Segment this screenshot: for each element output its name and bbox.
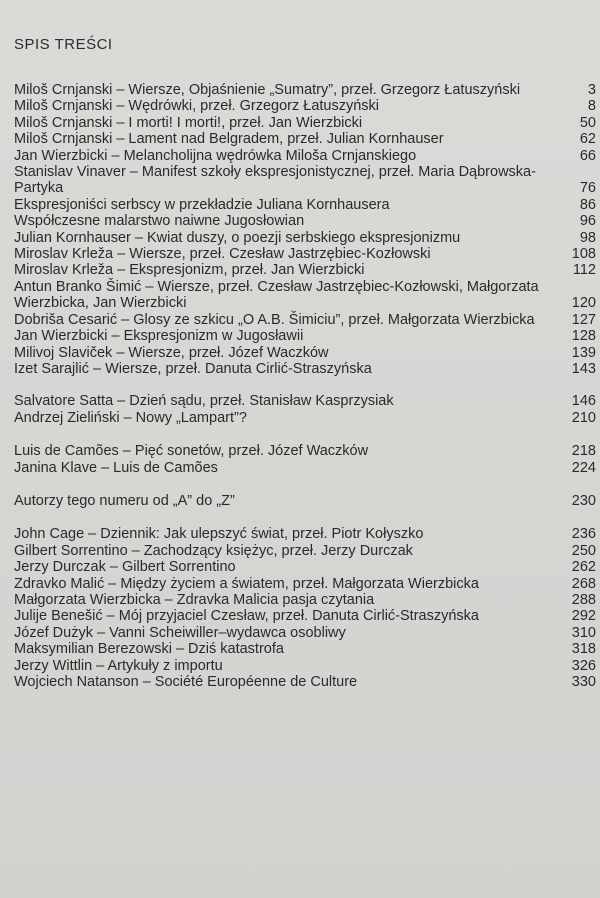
entry-page-number: 127 xyxy=(571,311,596,328)
toc-group-1 xyxy=(14,82,598,377)
entry-page-number: 262 xyxy=(571,559,596,576)
entry-title: Małgorzata Wierzbicka – Zdravka Malicia pasja czytania xyxy=(14,591,375,608)
entry-title: Julian Kornhauser – Kwiat duszy, o poezji serbskiego ekspresjonizmu xyxy=(14,229,461,246)
toc-entry xyxy=(14,82,598,98)
entry-page-number: 108 xyxy=(571,246,596,263)
toc-heading: SPIS TREŚCI xyxy=(14,36,113,53)
toc-entry xyxy=(14,559,598,575)
entry-page-number: 288 xyxy=(571,591,596,608)
toc-entry xyxy=(14,148,598,164)
toc-group-5 xyxy=(14,526,598,690)
entry-page-number: 146 xyxy=(571,393,596,410)
toc-entry xyxy=(14,576,598,592)
toc-entry xyxy=(14,608,598,624)
toc-entry xyxy=(14,641,598,657)
toc-entry xyxy=(14,493,598,509)
entry-title: Miroslav Krleža – Ekspresjonizm, przeł. Jan Wierzbicki xyxy=(14,262,365,279)
entry-page-number: 50 xyxy=(579,114,596,131)
entry-title: Józef Dużyk – Vanni Scheiwiller–wydawca osobliwy xyxy=(14,624,346,641)
entry-title: Ekspresjoniści serbscy w przekładzie Juliana Kornhausera xyxy=(14,196,390,213)
entry-page-number: 96 xyxy=(579,213,596,230)
entry-page-number: 98 xyxy=(579,229,596,246)
toc-entry xyxy=(14,361,598,377)
toc-entry xyxy=(14,164,598,197)
entry-page-number: 62 xyxy=(579,131,596,148)
entry-title: Miloš Crnjanski – Wędrówki, przeł. Grzegorz Łatuszyński xyxy=(14,98,380,115)
toc-group-3 xyxy=(14,443,598,476)
entry-title: Miroslav Krleža – Wiersze, przeł. Czesław Jastrzębiec-Kozłowski xyxy=(14,246,431,263)
toc-entry xyxy=(14,526,598,542)
entry-title: Izet Sarajlić – Wiersze, przeł. Danuta Cirlić-Straszyńska xyxy=(14,360,372,377)
entry-page-number: 250 xyxy=(571,542,596,559)
entry-page-number: 230 xyxy=(571,492,596,509)
entry-title: Julije Benešić – Mój przyjaciel Czesław, przeł. Danuta Cirlić-Straszyńska xyxy=(14,608,479,625)
entry-page-number: 76 xyxy=(579,180,596,197)
toc-group-2 xyxy=(14,393,598,426)
entry-page-number: 128 xyxy=(571,328,596,345)
toc-entry xyxy=(14,592,598,608)
toc-entry xyxy=(14,674,598,690)
entry-page-number: 112 xyxy=(572,262,596,279)
entry-page-number: 86 xyxy=(579,196,596,213)
toc-entry xyxy=(14,98,598,114)
entry-title: Antun Branko Šimić – Wiersze, przeł. Czesław Jastrzębiec-Kozłowski, Małgorzata Wierzbicka, Jan Wierzbicki xyxy=(14,278,539,312)
toc-entry xyxy=(14,115,598,131)
toc-entry xyxy=(14,443,598,459)
entry-title: John Cage – Dziennik: Jak ulepszyć świat, przeł. Piotr Kołyszko xyxy=(14,526,424,543)
entry-page-number: 330 xyxy=(571,674,596,690)
entry-title: Maksymilian Berezowski – Dziś katastrofa xyxy=(14,641,284,658)
entry-page-number: 66 xyxy=(579,147,596,164)
toc-entry xyxy=(14,460,598,476)
toc-entry xyxy=(14,131,598,147)
entry-page-number: 224 xyxy=(571,459,596,476)
entry-title: Luis de Camões – Pięć sonetów, przeł. Józef Waczków xyxy=(14,443,369,460)
entry-title: Zdravko Malić – Między życiem a światem, przeł. Małgorzata Wierzbicka xyxy=(14,575,479,592)
toc-group-4 xyxy=(14,493,598,509)
toc-entry xyxy=(14,246,598,262)
entry-page-number: 318 xyxy=(571,641,596,658)
toc-entry xyxy=(14,230,598,246)
toc-entry xyxy=(14,543,598,559)
entry-title: Miloš Crnjanski – Lament nad Belgradem, przeł. Julian Kornhauser xyxy=(14,131,444,148)
entry-page-number: 268 xyxy=(571,575,596,592)
entry-title: Autorzy tego numeru od „A” do „Z” xyxy=(14,492,235,509)
entry-title: Gilbert Sorrentino – Zachodzący księżyc, przeł. Jerzy Durczak xyxy=(14,542,413,559)
toc-entry xyxy=(14,658,598,674)
entry-page-number: 210 xyxy=(571,409,596,426)
entry-title: Milivoj Slaviček – Wiersze, przeł. Józef Waczków xyxy=(14,344,329,361)
entry-title: Jerzy Wittlin – Artykuły z importu xyxy=(14,657,223,674)
entry-title: Andrzej Zieliński – Nowy „Lampart”? xyxy=(14,409,247,426)
toc-entry xyxy=(14,312,598,328)
entry-page-number: 310 xyxy=(571,624,596,641)
toc-entry xyxy=(14,393,598,409)
entry-title: Jan Wierzbicki – Ekspresjonizm w Jugosławii xyxy=(14,328,304,345)
table-of-contents xyxy=(14,82,598,707)
entry-page-number: 292 xyxy=(571,608,596,625)
entry-title: Dobriša Cesarić – Glosy ze szkicu „O A.B. Šimiciu”, przeł. Małgorzata Wierzbicka xyxy=(14,311,535,328)
entry-title: Janina Klave – Luis de Camões xyxy=(14,459,218,476)
entry-title: Jan Wierzbicki – Melancholijna wędrówka Miloša Crnjanskiego xyxy=(14,147,417,164)
entry-title: Miloš Crnjanski – I morti! I morti!, przeł. Jan Wierzbicki xyxy=(14,114,363,131)
toc-entry xyxy=(14,197,598,213)
entry-title: Stanislav Vinaver – Manifest szkoły ekspresjonistycznej, przeł. Maria Dąbrowska-Partyka xyxy=(14,164,536,197)
toc-entry xyxy=(14,345,598,361)
toc-entry xyxy=(14,213,598,229)
entry-page-number: 139 xyxy=(571,344,596,361)
entry-page-number: 8 xyxy=(587,98,596,115)
entry-title: Jerzy Durczak – Gilbert Sorrentino xyxy=(14,559,236,576)
toc-entry xyxy=(14,279,598,312)
entry-page-number: 143 xyxy=(571,360,596,377)
toc-entry xyxy=(14,410,598,426)
entry-page-number: 218 xyxy=(571,443,596,460)
toc-entry xyxy=(14,625,598,641)
entry-page-number: 3 xyxy=(587,82,596,98)
entry-title: Salvatore Satta – Dzień sądu, przeł. Stanisław Kasprzysiak xyxy=(14,393,394,410)
entry-page-number: 120 xyxy=(571,295,596,312)
entry-page-number: 236 xyxy=(571,526,596,543)
toc-entry xyxy=(14,262,598,278)
entry-title: Współczesne malarstwo naiwne Jugosłowian xyxy=(14,213,305,230)
entry-title: Miloš Crnjanski – Wiersze, Objaśnienie „Sumatry”, przeł. Grzegorz Łatuszyński xyxy=(14,82,521,98)
entry-title: Wojciech Natanson – Société Européenne de Culture xyxy=(14,674,358,690)
toc-entry xyxy=(14,328,598,344)
entry-page-number: 326 xyxy=(571,657,596,674)
